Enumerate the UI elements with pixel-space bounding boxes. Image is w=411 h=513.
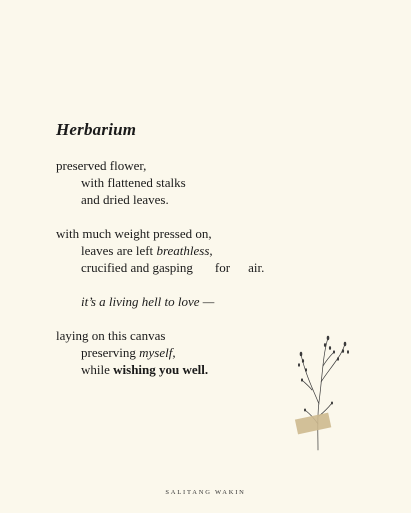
poem-line bbox=[56, 259, 356, 276]
poem-line: with much weight pressed on, bbox=[56, 226, 212, 241]
poem-line: preserved flower, bbox=[56, 158, 147, 173]
emphasis-text: myself bbox=[139, 345, 173, 360]
poem-line: it’s a living hell to love — bbox=[81, 294, 215, 309]
poem-text: preserving bbox=[81, 345, 140, 360]
poem-text: leaves are left bbox=[81, 243, 157, 258]
emphasis-text: wishing you well. bbox=[113, 362, 209, 377]
poem-line bbox=[56, 242, 356, 259]
stanza-2 bbox=[56, 225, 356, 276]
poem-text: for bbox=[214, 260, 231, 275]
poem-text: , bbox=[172, 345, 176, 360]
poem-text: while bbox=[81, 362, 114, 377]
emphasis-text: breathless bbox=[156, 243, 210, 258]
pressed-flower-icon bbox=[288, 332, 358, 452]
poem-text: crucified and gasping bbox=[81, 260, 193, 275]
stanza-3 bbox=[56, 293, 356, 310]
poem-line: laying on this canvas bbox=[56, 328, 166, 343]
author-name: SALITANG WAKIN bbox=[165, 489, 246, 496]
poem-text: air. bbox=[248, 260, 265, 275]
poem-title: Herbarium bbox=[56, 120, 137, 139]
stanza-1 bbox=[56, 157, 356, 208]
poem-line: with flattened stalks bbox=[81, 175, 186, 190]
poem-text: , bbox=[209, 243, 213, 258]
poem-line: and dried leaves. bbox=[81, 192, 169, 207]
